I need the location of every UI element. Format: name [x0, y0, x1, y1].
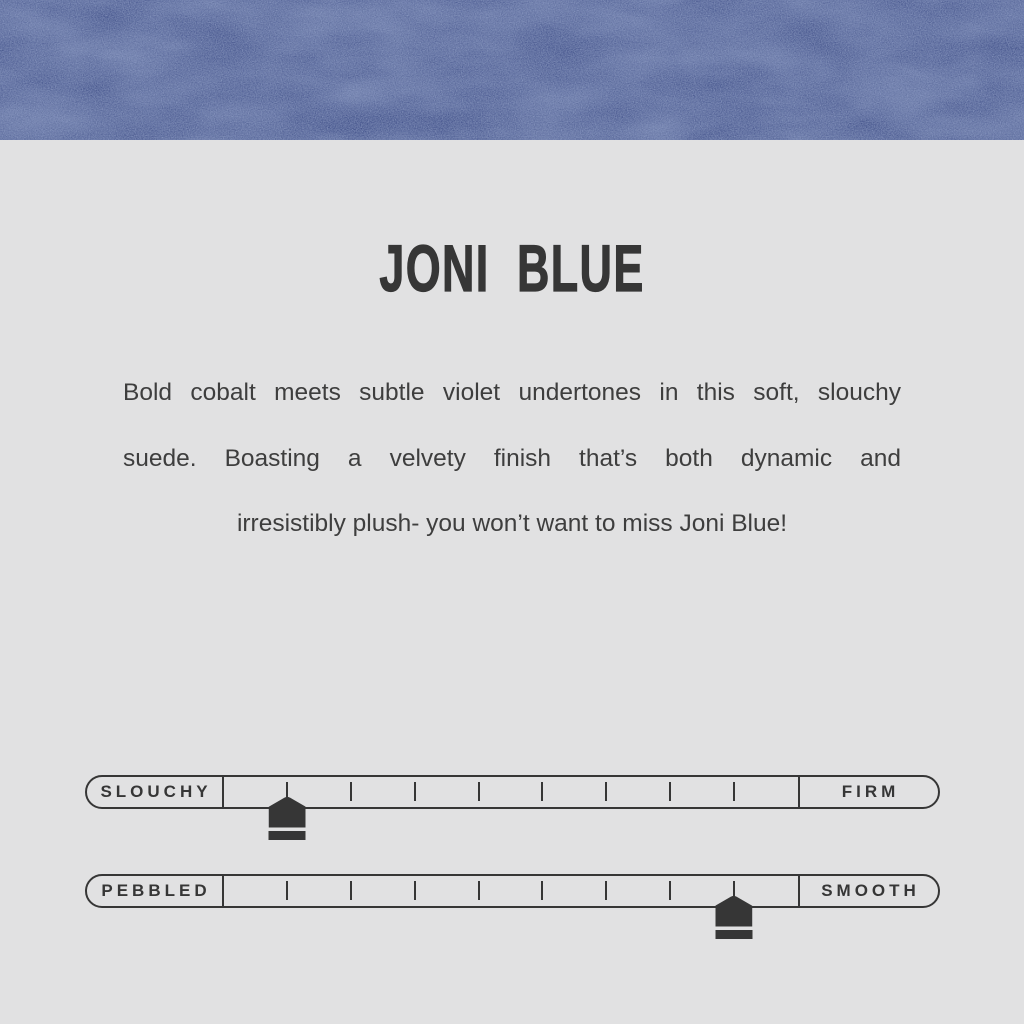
description-line-1: Bold cobalt meets subtle violet undertones in this soft, slouchy: [123, 379, 901, 406]
slider-track: [224, 876, 798, 906]
slider-tick: [605, 881, 607, 900]
slider-tick: [541, 881, 543, 900]
slider-tick: [669, 881, 671, 900]
page-title: JONI BLUE: [379, 231, 645, 305]
marker-pointer: [715, 896, 752, 927]
slider-left-label: PEBBLED: [101, 880, 211, 900]
slider-tick: [669, 782, 671, 801]
slider-left-label: SLOUCHY: [100, 781, 212, 801]
slider-pebbled-smooth: [85, 874, 940, 908]
slider-tick: [350, 782, 352, 801]
description-line-2: suede. Boasting a velvety finish that’s both dynamic and: [123, 444, 901, 472]
slider-tick: [605, 782, 607, 801]
slider-left-label-zone: [87, 777, 224, 807]
slider-tick: [414, 881, 416, 900]
slider-tick: [478, 782, 480, 801]
suede-texture-graphic: [0, 0, 1024, 140]
slider-right-label: SMOOTH: [821, 880, 920, 900]
slider-left-label-zone: [87, 876, 224, 906]
description: [123, 360, 901, 557]
slider-track: [224, 777, 798, 807]
slider-tick: [733, 782, 735, 801]
slider-tick: [414, 782, 416, 801]
slider-marker: [269, 797, 306, 840]
slider-marker: [715, 896, 752, 939]
marker-band: [715, 930, 752, 939]
marker-pointer: [269, 797, 306, 828]
slider-right-label-zone: [798, 777, 938, 807]
description-line-3: irresistibly plush- you won’t want to miss Joni Blue!: [236, 510, 788, 537]
slider-tick: [478, 881, 480, 900]
slider-right-label: FIRM: [841, 781, 900, 801]
slider-tick: [350, 881, 352, 900]
suede-texture-image: [0, 0, 1024, 140]
slider-right-label-zone: [798, 876, 938, 906]
slider-tick: [541, 782, 543, 801]
marker-band: [269, 831, 306, 840]
slider-tick: [286, 881, 288, 900]
slider-slouchy-firm: [85, 775, 940, 809]
